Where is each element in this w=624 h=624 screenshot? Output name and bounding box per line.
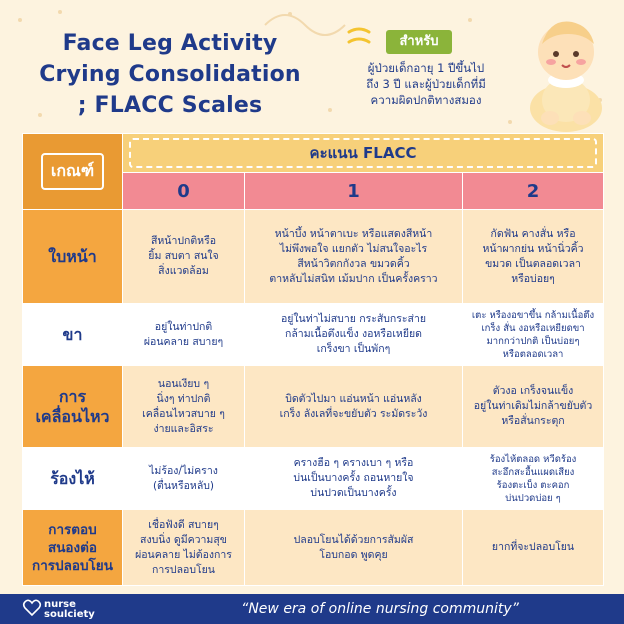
criterion-face xyxy=(23,210,123,304)
audience-line-2: ถึง 3 ปี และผู้ป่วยเด็กที่มี xyxy=(366,77,486,91)
cell-text: ร้องไห้ตลอด หวีดร้อง สะอึกสะอื้นแผดเสียง ร้องตะเบ็ง ตะคอก บ่นปวดบ่อย ๆ xyxy=(489,453,577,504)
criterion-consolability xyxy=(23,510,123,586)
for-badge: สำหรับ xyxy=(386,30,452,54)
cell-text: สีหน้าปกติหรือ ยิ้ม สบตา สนใจ สิ่งแวดล้อม xyxy=(148,235,219,277)
criterion-label: การ เคลื่อนไหว xyxy=(35,386,110,426)
consolability-score-1 xyxy=(245,510,463,586)
criterion-label: การตอบ สนองต่อ การปลอบโยน xyxy=(32,521,113,574)
score-1-header: 1 xyxy=(245,173,463,210)
audience-line-3: ความผิดปกติทางสมอง xyxy=(370,93,482,107)
criterion-label: ร้องไห้ xyxy=(50,468,95,488)
cell-text: กัดฟัน คางสั่น หรือ หน้าผากย่น หน้านิ่วคิ้ว ขมวด เป็นตลอดเวลา หรือบ่อยๆ xyxy=(482,227,584,285)
heart-logo-icon xyxy=(22,598,42,618)
cell-text: ปลอบโยนได้ด้วยการสัมผัส โอบกอด พูดคุย xyxy=(293,533,414,561)
legs-score-0 xyxy=(123,304,245,366)
cell-text: ยากที่จะปลอบโยน xyxy=(491,541,575,553)
score-2-header: 2 xyxy=(463,173,604,210)
table-row-legs xyxy=(23,304,604,366)
face-score-0 xyxy=(123,210,245,304)
target-audience-text xyxy=(332,60,520,108)
cell-text: หน้าบึ้ง หน้าตาเบะ หรือแสดงสีหน้า ไม่พึงพอใจ แยกตัว ไม่สนใจอะไร สีหน้าวิตกกังวล ขมวดคิ้ว ตาหลับไม่สนิท เม้มปาก เป็นครั้งคราว xyxy=(269,227,438,285)
cell-text: ไม่ร้อง/ไม่คราง (ตื่นหรือหลับ) xyxy=(149,464,218,492)
face-score-2 xyxy=(463,210,604,304)
cell-text: เตะ หรืองอขาขึ้น กล้ามเนื้อตึง เกร็ง สั่น งอหรือเหยียดขา มากกว่าปกติ เป็นบ่อยๆ หรือตลอดเวลา xyxy=(471,309,595,360)
activity-score-2 xyxy=(463,366,604,448)
legs-score-2 xyxy=(463,304,604,366)
brand-line-1: nurse xyxy=(44,599,76,610)
table-row-cry xyxy=(23,448,604,510)
face-score-1 xyxy=(245,210,463,304)
title-line-3: ; FLACC Scales xyxy=(77,93,263,118)
page-title xyxy=(20,28,320,121)
score-0-header: 0 xyxy=(123,173,245,210)
cell-text: บิดตัวไปมา แอ่นหน้า แอ่นหลัง เกร็ง ลังเลที่จะขยับตัว ระมัดระวัง xyxy=(279,392,428,420)
baby-illustration-icon xyxy=(520,10,612,134)
table-row-face xyxy=(23,210,604,304)
audience-line-1: ผู้ป่วยเด็กอายุ 1 ปีขึ้นไป xyxy=(367,61,485,75)
activity-score-1 xyxy=(245,366,463,448)
accent-lines-icon xyxy=(345,24,375,50)
criterion-legs xyxy=(23,304,123,366)
cry-score-1 xyxy=(245,448,463,510)
flacc-table xyxy=(22,133,603,581)
criterion-cry xyxy=(23,448,123,510)
activity-score-0 xyxy=(123,366,245,448)
cell-text: เชื่อฟังดี สบายๆ สงบนิ่ง ดูมีความสุข ผ่อนคลาย ไม่ต้องการ การปลอบโยน xyxy=(135,518,232,576)
title-line-2: Crying Consolidation xyxy=(39,62,301,87)
cry-score-0 xyxy=(123,448,245,510)
title-line-1: Face Leg Activity xyxy=(62,31,278,56)
brand-name xyxy=(44,600,95,620)
table-row-consolability xyxy=(23,510,604,586)
criterion-label: ขา xyxy=(62,324,83,344)
criterion-activity xyxy=(23,366,123,448)
criterion-label: ใบหน้า xyxy=(48,246,97,266)
cell-text: อยู่ในท่าไม่สบาย กระสับกระส่าย กล้ามเนื้อตึงแข็ง งอหรือเหยียด เกร็งขา เป็นพักๆ xyxy=(280,313,427,355)
footer-tagline: “New era of online nursing community” xyxy=(241,601,519,617)
table-row-activity xyxy=(23,366,604,448)
cell-text: ครางฮือ ๆ ครางเบา ๆ หรือ บ่นเป็นบางครั้ง ถอนหายใจ บ่นปวดเป็นบางครั้ง xyxy=(293,457,414,499)
score-header-cell xyxy=(123,134,604,173)
criteria-header: เกณฑ์ xyxy=(41,153,104,190)
cry-score-2 xyxy=(463,448,604,510)
consolability-score-2 xyxy=(463,510,604,586)
cell-text: ตัวงอ เกร็งจนแข็ง อยู่ในท่าเดิมไม่กล้าขยับตัว หรือสั่นกระตุก xyxy=(473,385,593,427)
flacc-grid xyxy=(22,133,604,586)
cell-text: อยู่ในท่าปกติ ผ่อนคลาย สบายๆ xyxy=(143,320,224,348)
cell-text: นอนเงียบ ๆ นิ่งๆ ท่าปกติ เคลื่อนไหวสบาย ๆ ง่ายและอิสระ xyxy=(142,377,225,435)
criteria-header-cell xyxy=(23,134,123,210)
consolability-score-0 xyxy=(123,510,245,586)
legs-score-1 xyxy=(245,304,463,366)
score-header: คะแนน FLACC xyxy=(129,138,597,168)
brand-line-2: soulciety xyxy=(44,609,95,620)
